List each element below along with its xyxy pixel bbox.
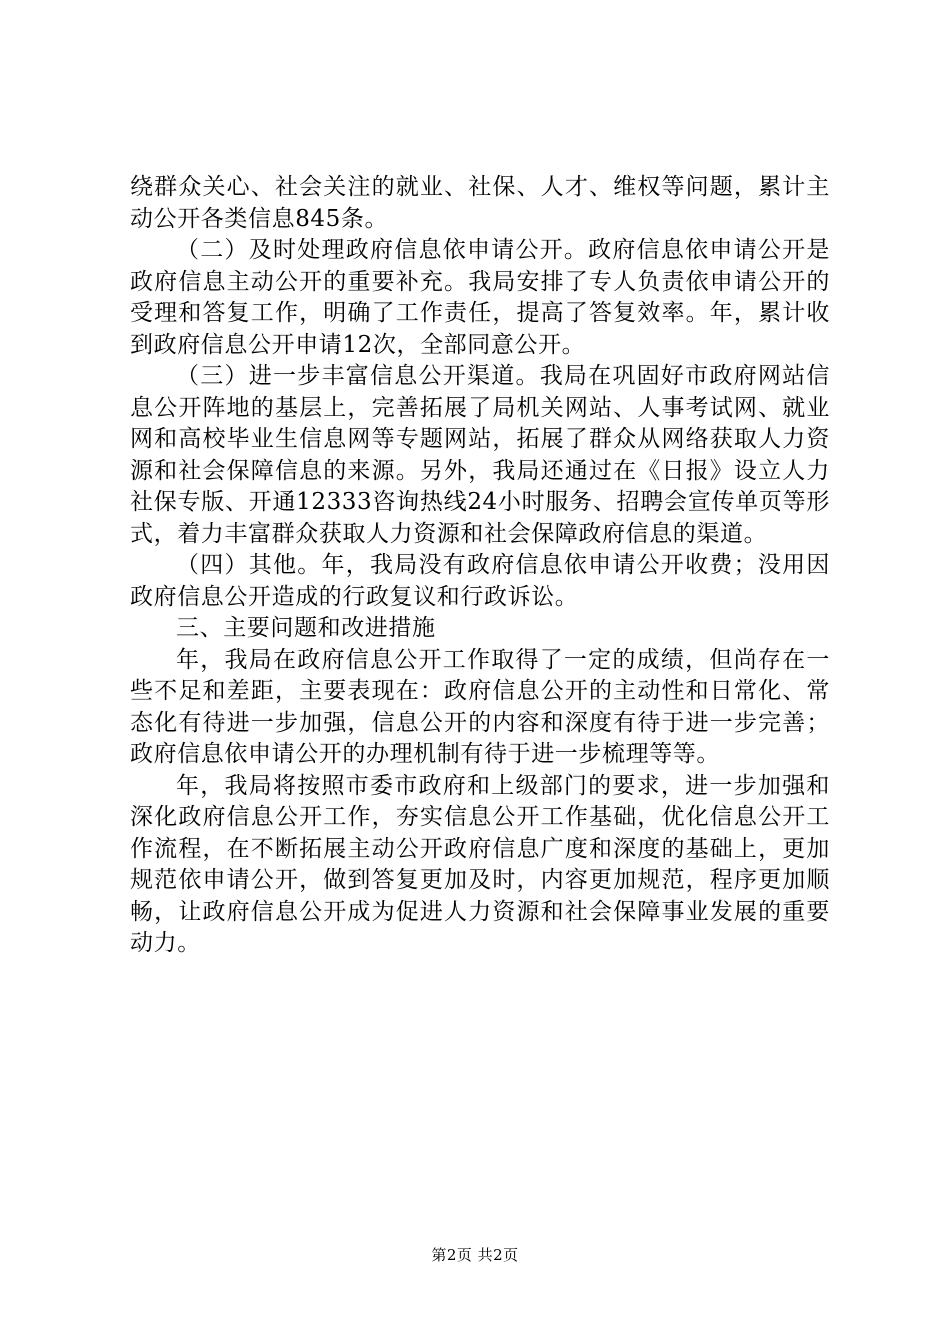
- document-body: [130, 172, 830, 960]
- section-heading: 三、主要问题和改进措施: [176, 615, 436, 641]
- paragraph-5: 年，我局在政府信息公开工作取得了一定的成绩，但尚存在一些不足和差距，主要表现在：政府信息公开的主动性和日常化、常态化有待进一步加强，信息公开的内容和深度有待于进一步完善；政府信息依申请公开的办理机制有待于进一步梳理等等。: [130, 646, 830, 767]
- paragraph-2: （二）及时处理政府信息依申请公开。政府信息依申请公开是政府信息主动公开的重要补充。我局安排了专人负责依申请公开的受理和答复工作，明确了工作责任，提高了答复效率。年，累计收到政府信息公开申请12次，全部同意公开。: [130, 237, 830, 358]
- paragraph-3: （三）进一步丰富信息公开渠道。我局在巩固好市政府网站信息公开阵地的基层上，完善拓展了局机关网站、人事考试网、就业网和高校毕业生信息网等专题网站，拓展了群众从网络获取人力资源和社会保障信息的来源。另外，我局还通过在《日报》设立人力社保专版、开通12333咨询热线24小时服务、招聘会宣传单页等形式，着力丰富群众获取人力资源和社会保障政府信息的渠道。: [130, 363, 830, 547]
- paragraph-4: （四）其他。年，我局没有政府信息依申请公开收费；没用因政府信息公开造成的行政复议和行政诉讼。: [130, 552, 830, 610]
- paragraph-6: 年，我局将按照市委市政府和上级部门的要求，进一步加强和深化政府信息公开工作，夯实信息公开工作基础，优化信息公开工作流程，在不断拓展主动公开政府信息广度和深度的基础上，更加规范依申请公开，做到答复更加及时，内容更加规范，程序更加顺畅，让政府信息公开成为促进人力资源和社会保障事业发展的重要动力。: [130, 772, 830, 956]
- page-footer: 第2页 共2页: [431, 1246, 519, 1264]
- paragraph-1: 绕群众关心、社会关注的就业、社保、人才、维权等问题，累计主动公开各类信息845条。: [130, 174, 830, 232]
